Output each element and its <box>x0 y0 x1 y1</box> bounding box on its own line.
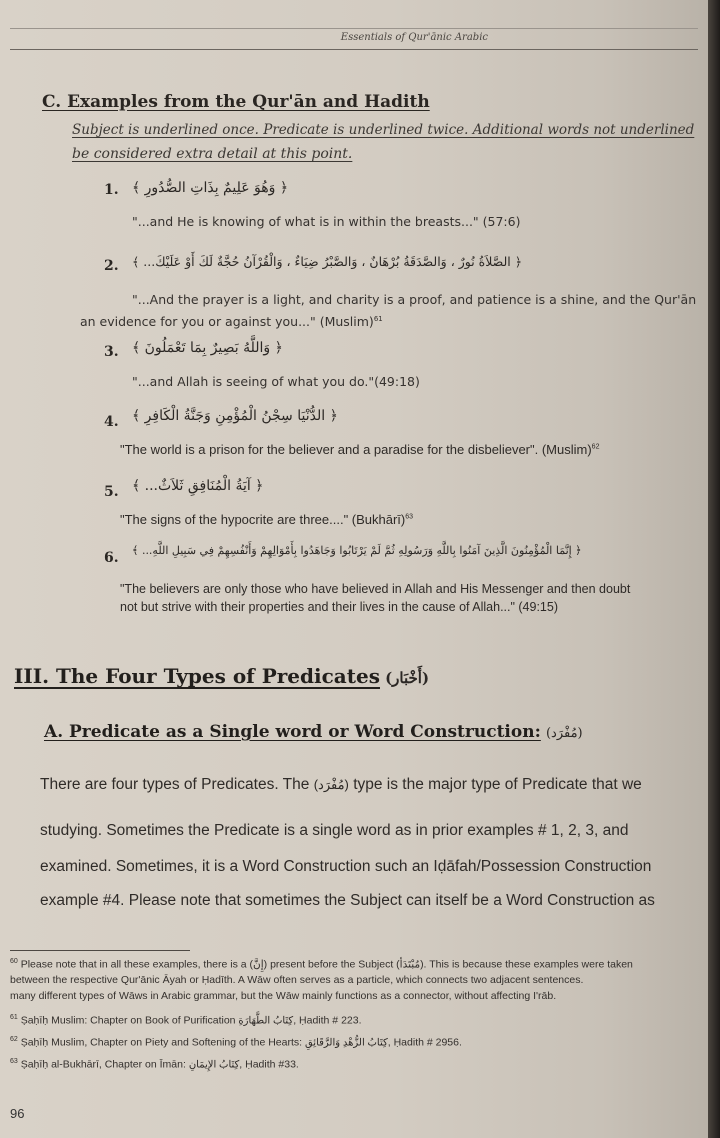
body-line-4: example #4. Please note that sometimes the Subject can itself be a Word Construction as <box>40 892 655 909</box>
example-arabic: ﴿ الدُّنْيَا سِجْنُ الْمُؤْمِنِ وَجَنَّةُ الْكَافِرِ ﴾ <box>132 408 338 424</box>
example-translation: "...And the prayer is a light, and charity is a proof, and patience is a shine, and the Qur'ān <box>132 292 697 307</box>
example-number: 3. <box>104 344 119 360</box>
page-number: 96 <box>10 1106 25 1121</box>
footnote-rule <box>10 950 190 951</box>
section-a-heading: A. Predicate as a Single word or Word Construction: (مُفْرَد) <box>44 722 583 742</box>
example-number: 5. <box>104 484 119 500</box>
example-translation: "The believers are only those who have believed in Allah and His Messenger and then doubt <box>120 582 631 596</box>
example-translation: "The world is a prison for the believer and a paradise for the disbeliever". $(Muslim)^{62}$ <box>120 442 600 457</box>
example-number: 6. <box>104 550 119 566</box>
footnote-62: $^{62}$ Ṣaḥīḥ Muslim, Chapter on Piety and Softening of the Hearts: كِتَابُ الزُّهْدِ وَالرَّقَائِقِ, Ḥadith # 2956. <box>10 1036 462 1049</box>
footnote-60-cont: many different types of Wāws in Arabic grammar, but the Wāw mainly functions as a connector, without affecting I'rāb. <box>10 990 557 1002</box>
example-number: 4. <box>104 414 119 430</box>
example-translation-cont: not but strive with their properties and their lives in the cause of Allah..." (49:15) <box>120 600 559 614</box>
footnote-60: $^{60}$ Please note that in all these examples, there is a (إِنَّ) present before the Subject (مُبْتَدَأ). This is because these examples were taken <box>10 958 633 971</box>
body-line-1: There are four types of Predicates. The (مُفْرَد) type is the major type of Predicate that we <box>40 776 642 793</box>
footnote-61: $^{61}$ Ṣaḥīḥ Muslim: Chapter on Book of Purification كِتَابُ الطَّهَارَةِ, Ḥadith # 223. <box>10 1014 362 1027</box>
running-title: Essentials of Qur'ānic Arabic <box>340 32 488 43</box>
footnote-63: $^{63}$ Ṣaḥīḥ al-Bukhārī, Chapter on Īmān: كِتَابُ الإِيمَانِ, Ḥadith #33. <box>10 1058 299 1071</box>
section-c-subtitle-line2: be considered extra detail at this point. <box>72 146 353 162</box>
footnote-60-cont: between the respective Qur'ānic Āyah or Ḥadīth. A Wāw often serves as a particle, which connects two adjacent sentences. <box>10 974 584 986</box>
example-number: 2. <box>104 258 119 274</box>
running-header <box>10 28 698 50</box>
section-iii-heading: III. The Four Types of Predicates (أَخْبَار) <box>14 664 430 688</box>
example-arabic: ﴿ الصَّلاَةُ نُورٌ ، وَالصَّدَقَةُ بُرْهَانٌ ، وَالصَّبْرُ ضِيَاءٌ ، وَالْقُرْآنُ حُجَّةٌ لَكَ أَوْ عَلَيْكَ... ﴾ <box>132 254 523 269</box>
page-edge-shadow <box>708 0 720 1138</box>
example-arabic: ﴿ آيَةُ الْمُنَافِقِ ثَلاَثٌ... ﴾ <box>132 478 264 494</box>
section-c-heading: C. Examples from the Qur'ān and Hadith <box>42 92 430 112</box>
example-translation: "The signs of the hypocrite are three...." (Bukhārī)$^{63}$ <box>120 512 414 527</box>
example-number: 1. <box>104 182 119 198</box>
example-arabic: ﴿ وَاللَّهُ بَصِيرٌ بِمَا تَعْمَلُونَ ﴾ <box>132 340 283 356</box>
body-line-3: examined. Sometimes, it is a Word Construction such an Iḍāfah/Possession Construction <box>40 858 652 875</box>
example-translation-cont: an evidence for you or against you..." $(Muslim)^{61}$ <box>80 314 383 329</box>
section-c-subtitle-line1: Subject is underlined once. Predicate is underlined twice. Additional words not underlined <box>72 122 695 138</box>
example-arabic: ﴿ وَهُوَ عَلِيمٌ بِذَاتِ الصُّدُورِ ﴾ <box>132 180 289 196</box>
example-translation: "...and Allah is seeing of what you do."(49:18) <box>132 374 420 389</box>
example-arabic: ﴿ إِنَّمَا الْمُؤْمِنُونَ الَّذِينَ آمَنُوا بِاللَّهِ وَرَسُولِهِ ثُمَّ لَمْ يَرْتَابُوا وَجَاهَدُوا بِأَمْوَالِهِمْ وَأَنْفُسِهِمْ فِي سَبِيلِ اللَّهِ... ﴾ <box>132 544 582 557</box>
example-translation: "...and He is knowing of what is in within the breasts..." (57:6) <box>132 214 521 229</box>
body-line-2: studying. Sometimes the Predicate is a single word as in prior examples # 1, 2, 3, and <box>40 822 629 839</box>
